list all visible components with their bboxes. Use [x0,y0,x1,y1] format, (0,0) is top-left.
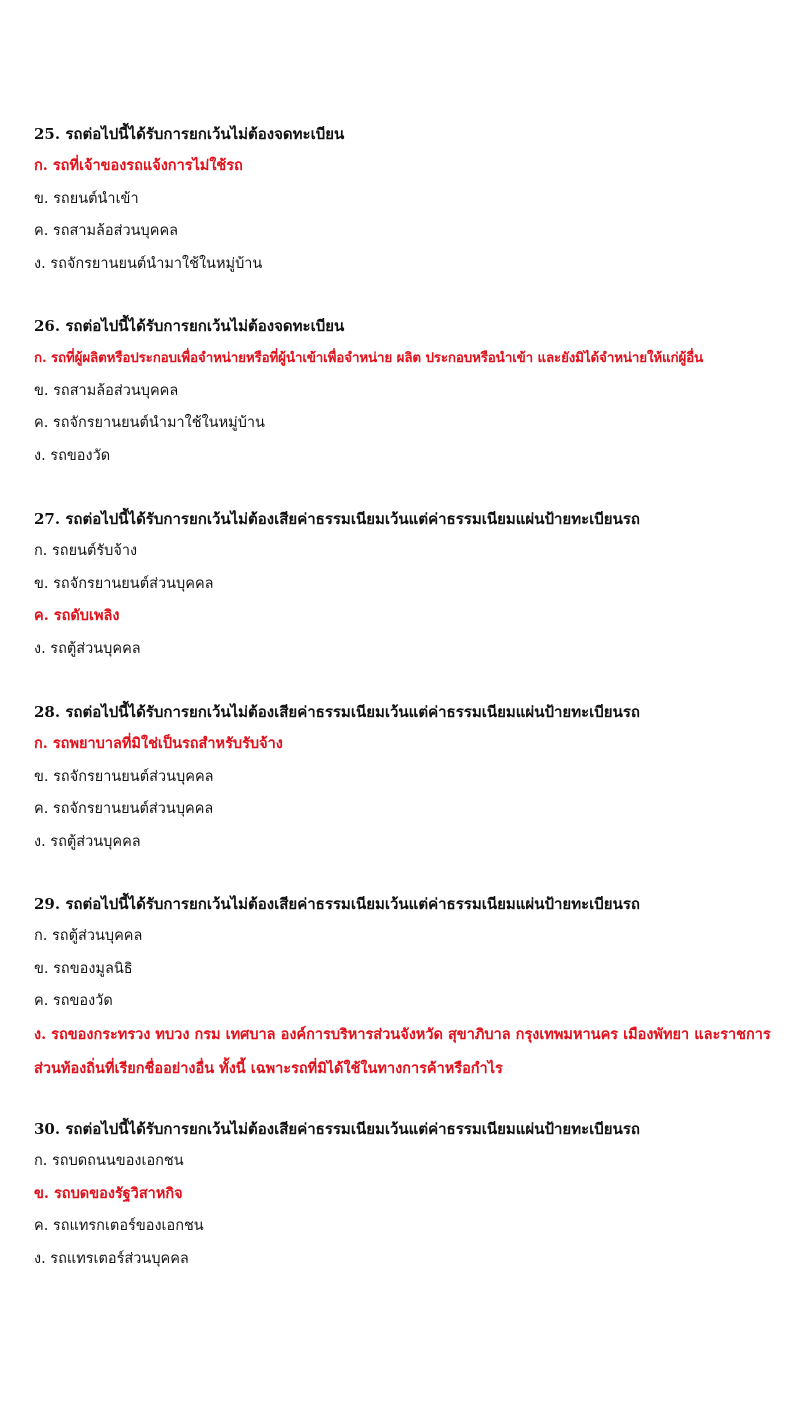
question-title: 29. รถต่อไปนี้ได้รับการยกเว้นไม่ต้องเสียค่าธรรมเนียมเว้นแต่ค่าธรรมเนียมแผ่นป้ายทะเบียนรถ [34,895,640,913]
question-27 [34,503,794,665]
answer-option: ง. รถตู้ส่วนบุคคล [34,833,141,850]
answer-option: ข. รถของมูลนิธิ [34,960,133,977]
answer-option: ก. รถบดถนนของเอกชน [34,1153,184,1170]
answer-option: ค. รถจักรยานยนต์ส่วนบุคคล [34,801,214,818]
answer-option-correct: ก. รถพยาบาลที่มิใช่เป็นรถสำหรับรับจ้าง [34,735,283,753]
question-title: 30. รถต่อไปนี้ได้รับการยกเว้นไม่ต้องเสียค่าธรรมเนียมเว้นแต่ค่าธรรมเนียมแผ่นป้ายทะเบียนรถ [34,1120,640,1138]
question-29 [34,888,788,1086]
answer-option: ก. รถตู้ส่วนบุคคล [34,928,143,945]
answer-option: ง. รถแทรเตอร์ส่วนบุคคล [34,1250,189,1267]
question-30 [34,1113,794,1275]
answer-option-correct: ข. รถบดของรัฐวิสาหกิจ [34,1184,183,1202]
answer-option: ค. รถจักรยานยนต์นำมาใช้ในหมู่บ้าน [34,415,265,432]
question-title: 26. รถต่อไปนี้ได้รับการยกเว้นไม่ต้องจดทะเบียน [34,317,345,335]
answer-option: ข. รถยนต์นำเข้า [34,190,139,207]
answer-option-correct: ก. รถที่ผู้ผลิตหรือประกอบเพื่อจำหน่ายหรือที่ผู้นำเข้าเพื่อจำหน่าย ผลิต ประกอบหรือนำเข้า และยังมิได้จำหน่ายให้แก่ผู้อื่น [34,350,704,367]
answer-option: ง. รถตู้ส่วนบุคคล [34,640,141,657]
answer-option-correct: ง. รถของกระทรวง ทบวง กรม เทศบาล องค์การบริหารส่วนจังหวัด สุขาภิบาล กรุงเทพมหานคร เมืองพัทยา และราชการส่วนท้องถิ่นที่เรียกชื่ออย่างอื่น ทั้งนี้ เฉพาะรถที่มิได้ใช้ในทางการค้าหรือกำไร [34,1025,771,1077]
question-25 [34,118,794,280]
answer-option-correct: ค. รถดับเพลิง [34,607,120,625]
answer-option: ข. รถจักรยานยนต์ส่วนบุคคล [34,575,214,592]
answer-option: ค. รถสามล้อส่วนบุคคล [34,223,179,240]
answer-option: ค. รถของวัด [34,993,113,1010]
question-28 [34,696,794,858]
answer-option: ง. รถของวัด [34,447,111,464]
question-26 [34,310,800,472]
answer-option: ค. รถแทรกเตอร์ของเอกชน [34,1218,204,1235]
question-title: 28. รถต่อไปนี้ได้รับการยกเว้นไม่ต้องเสียค่าธรรมเนียมเว้นแต่ค่าธรรมเนียมแผ่นป้ายทะเบียนรถ [34,703,640,721]
answer-option: ข. รถจักรยานยนต์ส่วนบุคคล [34,768,214,785]
answer-option: ก. รถยนต์รับจ้าง [34,543,138,560]
answer-option: ข. รถสามล้อส่วนบุคคล [34,382,179,399]
question-title: 25. รถต่อไปนี้ได้รับการยกเว้นไม่ต้องจดทะเบียน [34,125,345,143]
question-title: 27. รถต่อไปนี้ได้รับการยกเว้นไม่ต้องเสียค่าธรรมเนียมเว้นแต่ค่าธรรมเนียมแผ่นป้ายทะเบียนรถ [34,510,640,528]
answer-option: ง. รถจักรยานยนต์นำมาใช้ในหมู่บ้าน [34,255,263,272]
answer-option-correct: ก. รถที่เจ้าของรถแจ้งการไม่ใช้รถ [34,157,243,175]
